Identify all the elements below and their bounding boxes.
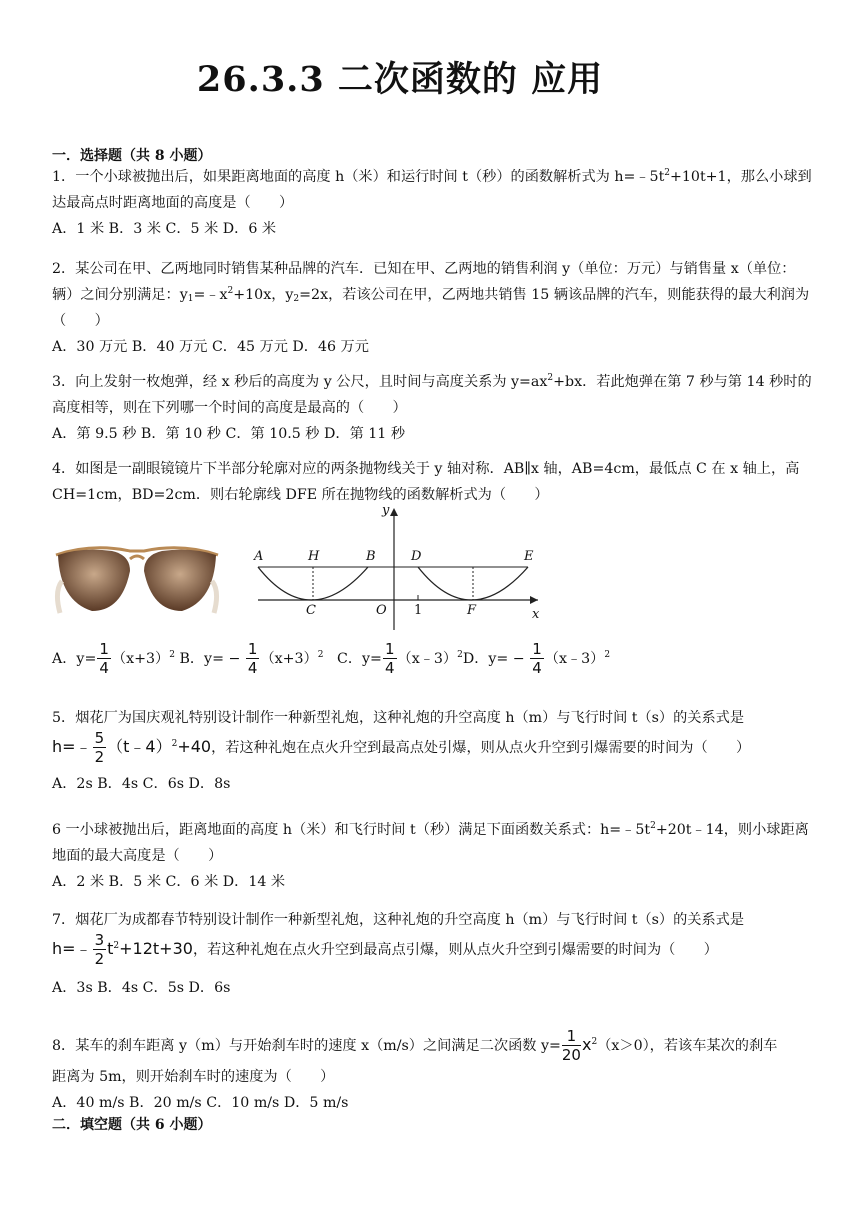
parabola-graph (248, 500, 548, 635)
options-4: A．y= $\frac{1}{4}$ $(x+3)^2$ B．y= − $\frac{1}{4}$ $(x+3)^2$ C．y= $\frac{1}{4}$ （x﹣3）$^2$D．y= − $\frac{1}{4}$ （x﹣3）$^2$ (52, 640, 611, 677)
options-6: A．2 米 B．5 米 C．6 米 D．14 米 (52, 874, 286, 890)
label-x: x (532, 607, 540, 622)
label-y: y (382, 503, 390, 518)
question-8: 8．某车的刹车距离 y（m）与开始刹车时的速度 x（m/s）之间满足二次函数 y= $\frac{1}{20}$ $x^2(x>0)$，若该车某次的刹车 (52, 1027, 778, 1064)
label-one: 1 (414, 603, 423, 618)
question-1: 1．一个小球被抛出后，如果距离地面的高度 h（米）和运行时间 t（秒）的函数解析式为 $h=﹣5t^2+10t+1$，那么小球到达最高点时距离地面的高度是（ ） A．1 米 B．3 米 C．5 米 D．6 米 (52, 168, 812, 237)
label-f: F (467, 603, 477, 618)
question-7-formula: h=﹣ $\frac{3}{2}$ $t^2+12t+30$，若这种礼炮在点火升空到最高点引爆，则从点火升空到引爆需要的时间为（ ） (52, 931, 718, 968)
options-5: A．2s B．4s C．6s D．8s (52, 776, 231, 792)
options-7: A．3s B．4s C．5s D．6s (52, 980, 231, 996)
label-b: B (366, 549, 376, 564)
label-o: O (376, 603, 387, 618)
question-5: 5．烟花厂为国庆观礼特别设计制作一种新型礼炮，这种礼炮的升空高度 h（m）与飞行时间 t（s）的关系式是 (52, 710, 745, 726)
options-1: A．1 米 B．3 米 C．5 米 D．6 米 (52, 221, 277, 237)
sunglasses-image (52, 541, 222, 619)
options-3: A．第 9.5 秒 B．第 10 秒 C．第 10.5 秒 D．第 11 秒 (52, 426, 406, 442)
label-h: H (308, 549, 320, 564)
question-4: 4．如图是一副眼镜镜片下半部分轮廓对应的两条抛物线关于 y 轴对称．AB∥x 轴，AB=4cm，最低点 C 在 x 轴上，高 CH=1cm，BD=2cm．则右轮廓线 DFE 所在抛物线的函数解析式为（ ） (52, 461, 800, 503)
question-5-formula: h=﹣ $\frac{5}{2}$ （t﹣4）$^2$+40，若这种礼炮在点火升空到最高点处引爆，则从点火升空到引爆需要的时间为（ ） (52, 729, 751, 766)
page-title: 26.3.3 二次函数的 应用 (196, 59, 604, 100)
question-6: 6 一小球被抛出后，距离地面的高度 h（米）和飞行时间 t（秒）满足下面函数关系式：$h=﹣5t^2+20t﹣14$，则小球距离地面的最大高度是（ ） A．2 米 B．5 米 C．6 米 D．14 米 (52, 821, 809, 890)
section-heading-choice: 一．选择题（共 8 小题） (52, 148, 212, 164)
question-3: 3．向上发射一枚炮弹，经 x 秒后的高度为 y 公尺，且时间与高度关系为 $y=ax^2+bx$．若此炮弹在第 7 秒与第 14 秒时的高度相等，则在下列哪一个时间的高度是最高的（ ） A．第 9.5 秒 B．第 10 秒 C．第 10.5 秒 D．第 11 秒 (52, 373, 812, 442)
question-2: 2．某公司在甲、乙两地同时销售某种品牌的汽车．已知在甲、乙两地的销售利润 y（单位：万元）与销售量 x（单位：辆）之间分别满足：$y_1=﹣x^2+10x$，$y_2=2x$，若该公司在甲，乙两地共销售 15 辆该品牌的汽车，则能获得的最大利润为（ ） A．30 万元 B．40 万元 C．45 万元 D．46 万元 (52, 261, 810, 355)
label-c: C (306, 603, 316, 618)
options-8: A．40 m/s B．20 m/s C．10 m/s D．5 m/s (52, 1095, 349, 1111)
question-8-line2: 距离为 5m，则开始刹车时的速度为（ ） A．40 m/s B．20 m/s C．10 m/s D．5 m/s (52, 1069, 349, 1111)
label-d: D (411, 549, 422, 564)
section-heading-fill: 二．填空题（共 6 小题） (52, 1117, 212, 1133)
label-a: A (254, 549, 264, 564)
label-e: E (524, 549, 534, 564)
question-7: 7．烟花厂为成都春节特别设计制作一种新型礼炮，这种礼炮的升空高度 h（m）与飞行时间 t（s）的关系式是 (52, 912, 745, 928)
options-2: A．30 万元 B．40 万元 C．45 万元 D．46 万元 (52, 339, 369, 355)
